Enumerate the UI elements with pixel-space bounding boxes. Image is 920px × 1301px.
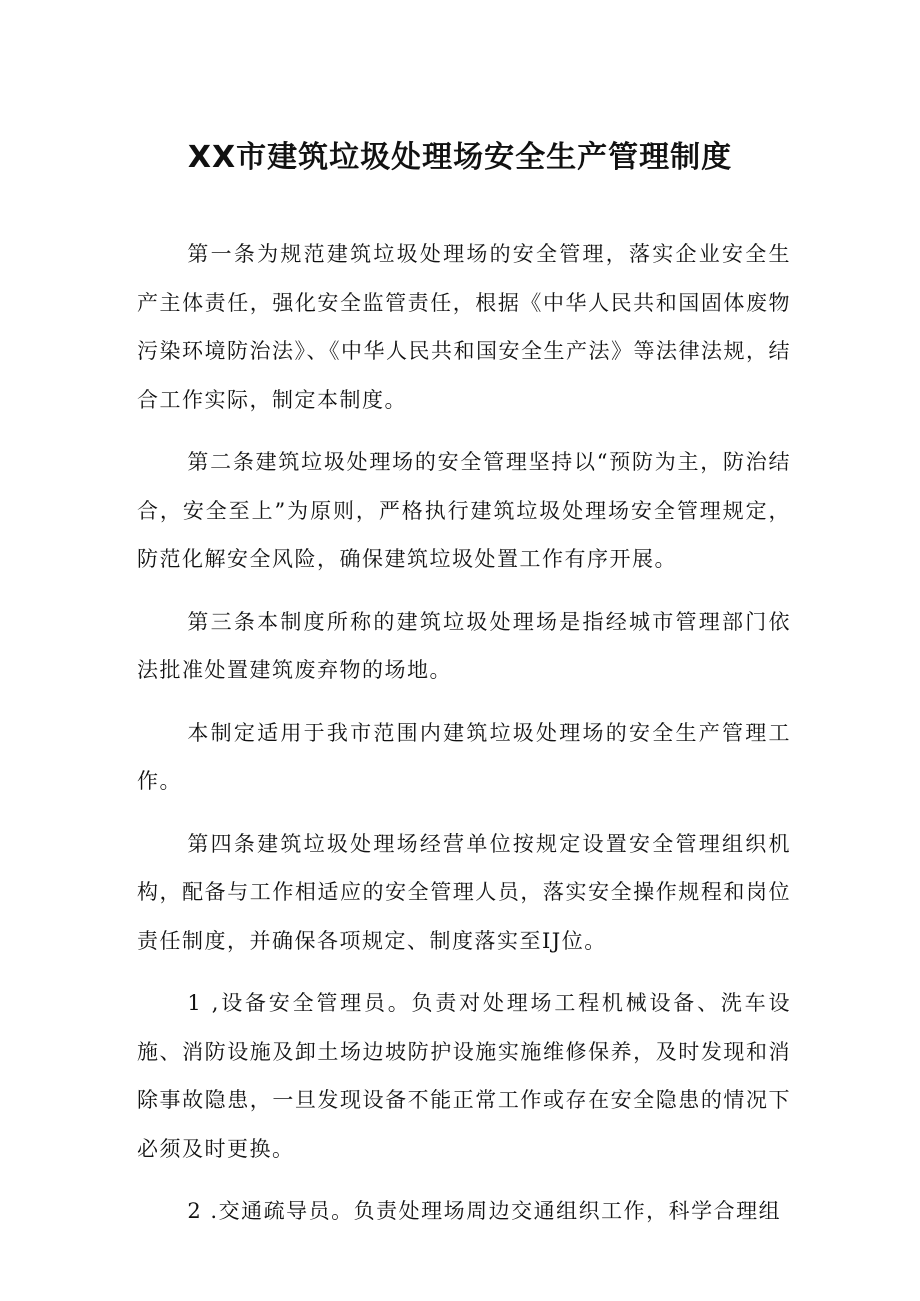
paragraph-article-2: 第二条建筑垃圾处理场的安全管理坚持以“预防为主，防治结合，安全至上”为原则，严格执行建筑垃圾处理场安全管理规定，防范化解安全风险，确保建筑垃圾处置工作有序开展。 bbox=[137, 450, 791, 571]
paragraph-article-4: 第四条建筑垃圾处理场经营单位按规定设置安全管理组织机构，配备与工作相适应的安全管理人员，落实安全操作规程和岗位责任制度，并确保各项规定、制度落实至IJ位。 bbox=[137, 831, 791, 953]
paragraph-item-2: 2 .交通疏导员。负责处理场周边交通组织工作，科学合理组 bbox=[187, 1199, 782, 1223]
document-body bbox=[137, 230, 791, 1250]
paragraph-article-3: 第三条本制度所称的建筑垃圾处理场是指经城市管理部门依法批准处置建筑废弃物的场地。 bbox=[137, 609, 791, 682]
document-title: XX市建筑垃圾处理场安全生产管理制度 bbox=[187, 140, 733, 175]
paragraph-item-1: 1 ,设备安全管理员。负责对处理场工程机械设备、洗车设施、消防设施及卸土场边坡防护设施实施维修保养，及时发现和消除事故隐患，一旦发现设备不能正常工作或存在安全隐患的情况下必须及时更换。 bbox=[137, 991, 791, 1161]
paragraph-article-1: 第一条为规范建筑垃圾处理场的安全管理，落实企业安全生产主体责任，强化安全监管责任，根据《中华人民共和国固体废物污染环境防治法》、《中华人民共和国安全生产法》等法律法规，结合工作实际，制定本制度。 bbox=[137, 242, 791, 412]
paragraph-scope: 本制定适用于我市范围内建筑垃圾处理场的安全生产管理工作。 bbox=[137, 720, 791, 793]
